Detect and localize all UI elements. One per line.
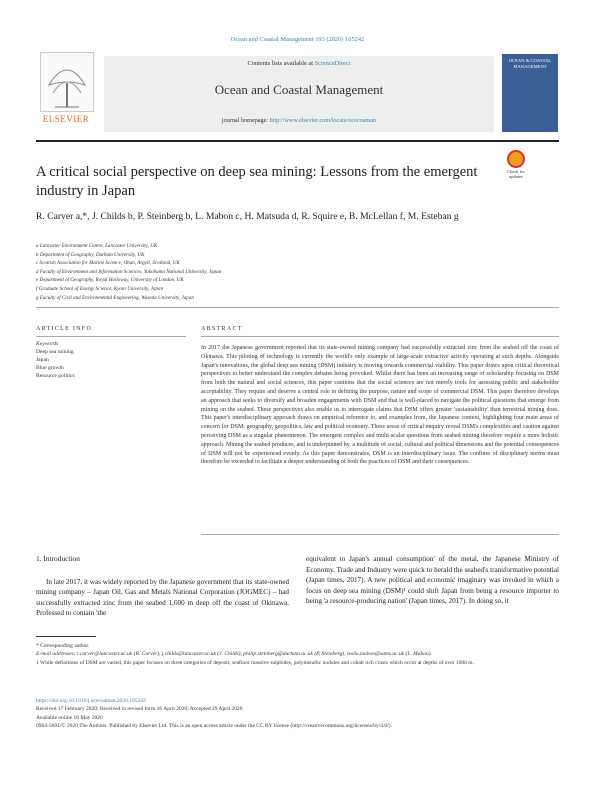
affiliations bbox=[36, 242, 456, 302]
abstract-text: In 2017 the Japanese government reported that its state-owned mining company had successfully extracted zinc from the seabed off the coast of Okinawa. This piloting of technology is currently the world's only example of large-scale extractive activity operating at such depths. Alongside Japan's innovations, the global deep sea mining (DSM) industry is moving towards commercial viability. This paper draws upon critical theoretical perspectives to better understand the complex debates being provoked. Whilst there has been an increasing range of scholarship focusing on DSM from both the natural and social sciences, this paper cautions that the social sciences are not merely tools for assessing public and stakeholder acceptability. They require and deserve a central role in defining the purpose, nature and scope of commercial DSM. This paper therefore develops an approach that seeks to diversify and broaden engagements with DSM and that is well-placed to navigate the political questions that emerge from mining on the seabed. These perspectives also enable us to interrogate claims that DSM offers greater 'sustainability' than terrestrial mining does. This paper's interdisciplinary approach draws on empirical reference to, and examples from, the Japanese context, highlighting four main areas of concern for DSM: geography, geopolitics, law and political economy. These areas of critical enquiry reveal DSM's complexities and caution against perceiving DSM as a singular phenomenon. The emergent complex and multi-scalar questions from seabed mining therefore require a more holistic approach. Mining the seabed produces, and is underpinned by, a multitude of social, cultural and political dimensions and the potential consequences of DSM will not be experienced evenly. As this paper demonstrates, DSM is an interdisciplinary issue. The confines of disciplinary norms must therefore be exceeded to facilitate a deeper understanding of both the practices of DSM and their consequences. bbox=[201, 345, 559, 466]
footnote-1: 1 While definitions of DSM are varied, this paper focuses on three categories of deposit; seafloor massive sulphides, polymetallic nodules and cobalt rich crusts which occur at depths of over 1000 m. bbox=[36, 659, 474, 666]
homepage-prefix: journal homepage: bbox=[221, 117, 270, 124]
doi-link[interactable]: https://doi.org/10.1016/j.ocecoaman.2020.105242 bbox=[36, 698, 146, 704]
contents-line bbox=[104, 60, 494, 67]
affiliation-item: b Department of Geography, Durham University, UK bbox=[36, 251, 145, 258]
article-info-heading: ARTICLE INFO bbox=[36, 326, 93, 332]
footnote-rule bbox=[36, 636, 96, 637]
header-rule bbox=[36, 140, 559, 142]
check-updates-icon bbox=[507, 150, 525, 168]
keyword-item: Deep sea mining bbox=[36, 348, 74, 355]
check-updates-badge[interactable] bbox=[503, 150, 529, 184]
keywords-block bbox=[36, 341, 186, 381]
abstract-heading: ABSTRACT bbox=[201, 326, 243, 332]
elsevier-tree-icon bbox=[40, 52, 94, 112]
journal-citation[interactable]: Ocean and Coastal Management 193 (2020) 105242 bbox=[230, 36, 365, 43]
journal-band bbox=[104, 56, 494, 132]
online-date: Available online 18 May 2020 bbox=[36, 714, 103, 721]
author-list: R. Carver a,*, J. Childs b, P. Steinberg b, L. Mabon c, H. Matsuda d, R. Squire e, B. McLellan f, M. Esteban g bbox=[36, 211, 459, 222]
check-updates-label: Check for updates bbox=[507, 169, 525, 179]
keyword-item: Resource politics bbox=[36, 372, 75, 379]
affiliation-item: a Lancaster Environment Centre, Lancaster University, UK bbox=[36, 243, 158, 249]
affiliation-item: d Faculty of Environment and Information Sciences, Yokohama National University, Japan bbox=[36, 268, 222, 275]
section-title: 1. Introduction bbox=[36, 554, 80, 563]
affiliation-item: g Faculty of Civil and Environmental Engineering, Waseda University, Japan bbox=[36, 294, 194, 301]
publisher-logo bbox=[36, 52, 96, 132]
cover-title: OCEAN & COASTAL MANAGEMENT bbox=[508, 58, 552, 69]
sciencedirect-link[interactable]: ScienceDirect bbox=[314, 60, 351, 67]
keyword-item: Blue growth bbox=[36, 364, 64, 371]
homepage-link[interactable]: http://www.elsevier.com/locate/ocecoaman bbox=[269, 117, 377, 124]
affiliation-item: e Department of Geography, Royal Holloway, University of London, UK bbox=[36, 277, 184, 284]
publisher-name: ELSEVIER bbox=[42, 114, 90, 124]
abstract-bottom-rule bbox=[201, 534, 559, 535]
affiliation-separator bbox=[36, 307, 559, 308]
received-dates: Received 17 February 2020; Received in revised form 16 April 2020; Accepted 29 April 2020 bbox=[36, 706, 243, 713]
body-left-column bbox=[36, 554, 289, 619]
contents-prefix: Contents lists available at bbox=[247, 60, 315, 67]
article-title: A critical social perspective on deep sea mining: Lessons from the emergent industry in Japan bbox=[36, 164, 478, 199]
affiliation-item: c Scottish Association for Marine Science, Oban, Argyll, Scotland, UK bbox=[36, 260, 180, 267]
publication-info bbox=[36, 697, 559, 731]
keywords-label: Keywords bbox=[36, 341, 59, 347]
article-info-rule bbox=[36, 336, 186, 337]
license-text: 0964-5691/© 2020 The Authors. Published by Elsevier Ltd. This is an open access article under the CC BY license (http://creativecommons.org/licenses/by/4.0/). bbox=[36, 723, 392, 730]
journal-title: Ocean and Coastal Management bbox=[214, 82, 384, 97]
footnotes bbox=[36, 642, 559, 667]
body-paragraph: In late 2017, it was widely reported by the Japanese government that its state-owned mining company – Japan Oil, Gas and Metals National Corporation (JOGMEC) – had successfully extracted zinc from the seabed 1,600 m deep off the coast of Okinawa. Professed to contain 'the bbox=[36, 577, 289, 618]
homepage-line bbox=[104, 117, 494, 124]
journal-masthead bbox=[36, 52, 559, 140]
body-right-column bbox=[306, 554, 559, 607]
email-addresses[interactable]: E-mail addresses: r.carver@lancaster.ac.uk (R. Carver), j.childs@lancaster.ac.uk (J. Childs), philip.steinberg@durham.ac.uk (P. Steinberg), leslie.mabon@sams.ac.uk (L. Mabon). bbox=[36, 651, 432, 658]
journal-cover-image bbox=[502, 54, 558, 132]
corresponding-author-note: * Corresponding author. bbox=[36, 643, 90, 649]
body-paragraph: equivalent to Japan's annual consumption' of the metal, the Japanese Ministry of Economy, Trade and Industry were quick to herald the seabed's transformative potential (Japan times, 2017). A new political and economic imaginary was invoked in which a focus on deep sea mining (DSM)¹ could shift Japan from being a resource importer to being 'a resource-producing nation' (Japan times, 2017). In doing so, it bbox=[306, 555, 559, 606]
affiliation-item: f Graduate School of Energy Science, Kyoto University, Japan bbox=[36, 285, 164, 292]
abstract-rule bbox=[201, 336, 559, 337]
keyword-item: Japan bbox=[36, 356, 49, 363]
